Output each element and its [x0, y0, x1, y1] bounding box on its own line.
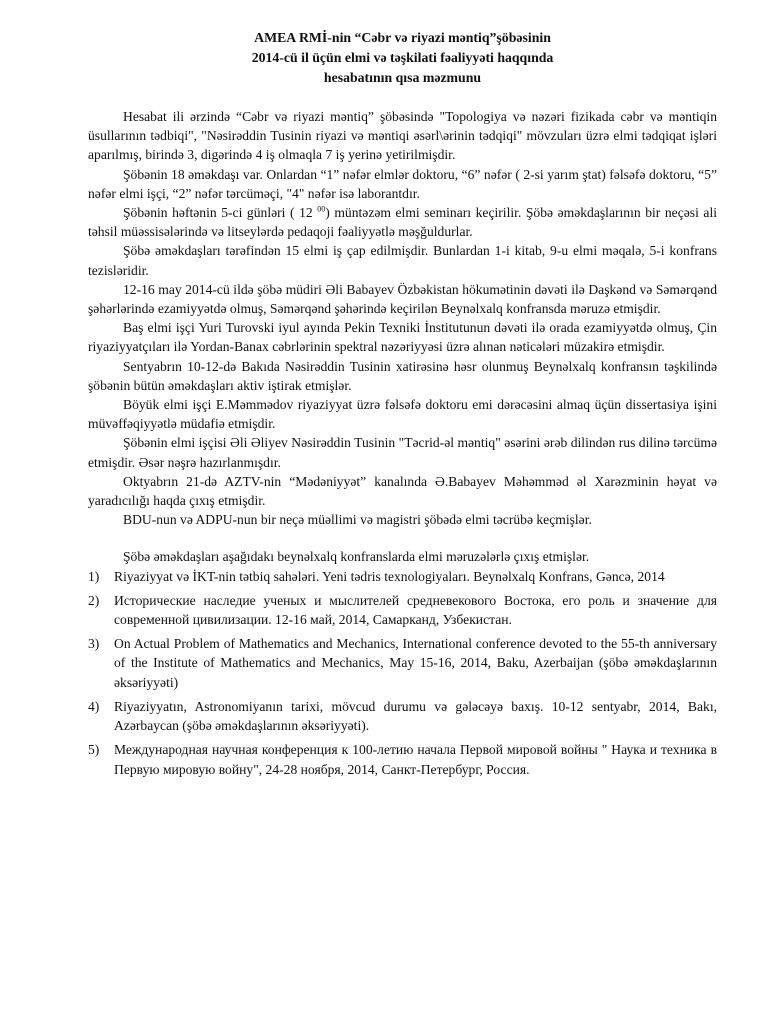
paragraph-uzbekistan-trip: 12-16 may 2014-cü ildə şöbə müdiri Əli Babayev Özbəkistan hökumətinin dəvəti ilə Daşkənd və Səmərqənd şəhərlərində ezamiyyətdə olmuş, Səmərqənd şəhərində keçirilən Beynəlxalq konfransda məruzə etmişdir. — [88, 281, 717, 317]
list-item — [88, 591, 717, 629]
seminar-time-superscript: 00 — [317, 204, 326, 214]
list-item — [88, 697, 717, 735]
list-item-number: 1) — [88, 568, 100, 584]
conference-list — [88, 567, 717, 779]
list-item-text: Riyaziyyat və İKT-nin tətbiq sahələri. Yeni tədris texnologiyaları. Beynəlxalq Konfrans, Gəncə, 2014 — [114, 568, 665, 584]
title-line-2: 2014-cü il üçün elmi və təşkilati fəaliyyəti haqqında — [251, 50, 554, 65]
paragraph-dissertation: Böyük elmi işçi E.Məmmədov riyaziyyat üzrə fəlsəfə doktoru emi dərəcəsini almaq üçün dissertasiya işini müvəffəqiyyətlə müdafiə etmişdir. — [88, 397, 717, 432]
list-item-number: 4) — [88, 698, 100, 714]
paragraph-translation: Şöbənin elmi işçisi Əli Əliyev Nəsirəddin Tusinin "Təcrid-əl məntiq" əsərini ərəb dilindən rus dilinə tərcümə etmişdir. Əsər nəşrə hazırlanmışdır. — [88, 435, 717, 470]
paragraph-internship: BDU-nun və ADPU-nun bir neçə müəllimi və magistri şöbədə elmi təcrübə keçmişlər. — [123, 512, 592, 528]
paragraph-seminar — [88, 203, 717, 241]
seminar-text-start: Şöbənin həftənin 5-ci günləri ( 12 — [123, 205, 318, 221]
list-item-number: 5) — [88, 742, 100, 758]
paragraph-publications: Şöbə əməkdaşları tərəfindən 15 elmi iş çap edilmişdir. Bunlardan 1-i kitab, 9-u elmi məqalə, 5-i konfrans tezisləridir. — [88, 243, 717, 278]
list-item — [88, 634, 717, 692]
title-line-1: AMEA RMİ-nin “Cəbr və riyazi məntiq”şöbəsinin — [254, 30, 551, 45]
paragraph-aztv: Oktyabrın 21-də AZTV-nin “Mədəniyyət” kanalında Ə.Babayev Məhəmməd əl Xarəzminin həyat və yaradıcılığı haqda çıxış etmişdir. — [88, 473, 717, 509]
title-line-3: hesabatının qısa məzmunu — [323, 70, 482, 85]
list-item-text: Международная научная конференция к 100-летию начала Первой мировой войны " Наука и техника в Первую мировую войну", 24-28 ноября, 2014, Санкт-Петербург, Россия. — [114, 742, 717, 777]
paragraph-conferences-intro: Şöbə əməkdaşları aşağıdakı beynəlxalq konfranslarda elmi məruzələrlə çıxış etmişlər. — [123, 549, 590, 565]
paragraph-research-topics: Hesabat ili ərzində “Cəbr və riyazi məntiq” şöbəsində "Topologiya və nəzəri fizikada cəbr və məntiqin üsullarının tədbiqi", "Nəsirəddin Tusinin riyazi və məntiqi əsərl\ərinin tədqiqi" mövzuları üzrə elmi tədqiqat işləri aparılmış, birində 3, digərində 4 iş olmaqla 7 iş yerinə yetirilmişdir. — [88, 109, 717, 163]
paragraph-tusi-conference: Sentyabrın 10-12-də Bakıda Nəsirəddin Tusinin xatirəsinə həsr olunmuş Beynəlxalq konfransın təşkilində şöbənin bütün əməkdaşları aktiv iştirak etmişlər. — [88, 358, 717, 393]
list-item-number: 2) — [88, 592, 100, 608]
seminar-text-end: ) müntəzəm elmi seminarı keçirilir. Şöbə əməkdaşlarının bir neçəsi ali təhsil müəssisələrində və litseylərdə pedaqoji fəaliyyətlə məşğuldurlar. — [88, 205, 717, 240]
list-item-text: Riyaziyyatın, Astronomiyanın tarixi, mövcud durumu və gələcəyə baxış. 10-12 sentyabr, 2014, Bakı, Azərbaycan (şöbə əməkdaşlarının əksəriyyəti). — [114, 698, 717, 734]
list-item — [88, 567, 717, 586]
list-item-text: On Actual Problem of Mathematics and Mechanics, International conference devoted to the 55-th anniversary of the Institute of Mathematics and Mechanics, May 15-16, 2014, Baku, Azerbaijan (şöbə əməkdaşlarının əksəriyyəti) — [114, 636, 717, 690]
list-item-number: 3) — [88, 636, 100, 652]
document-title — [88, 28, 717, 88]
list-item-text: Исторические наследие ученых и мыслителей средневекового Востока, его роль и значение для современной цивилизации. 12-16 май, 2014, Самарканд, Узбекистан. — [114, 592, 717, 628]
list-item — [88, 740, 717, 778]
paragraph-staff: Şöbənin 18 əməkdaşı var. Onlardan “1” nəfər elmlər doktoru, “6” nəfər ( 2-si yarım ştat) fəlsəfə doktoru, “5” nəfər elmi işçi, “2” nəfər tərcüməçi, "4" nəfər isə laborantdır. — [88, 166, 717, 201]
paragraph-beijing-trip: Baş elmi işçi Yuri Turovski iyul ayında Pekin Texniki İnstitutunun dəvəti ilə orada ezamiyyətdə olmuş, Çin riyaziyyatçıları ilə Yordan-Banax cəbrlərinin spektral nəzəriyyəsi üzrə alınan nəticələri müzakirə etmişdir. — [88, 320, 717, 355]
